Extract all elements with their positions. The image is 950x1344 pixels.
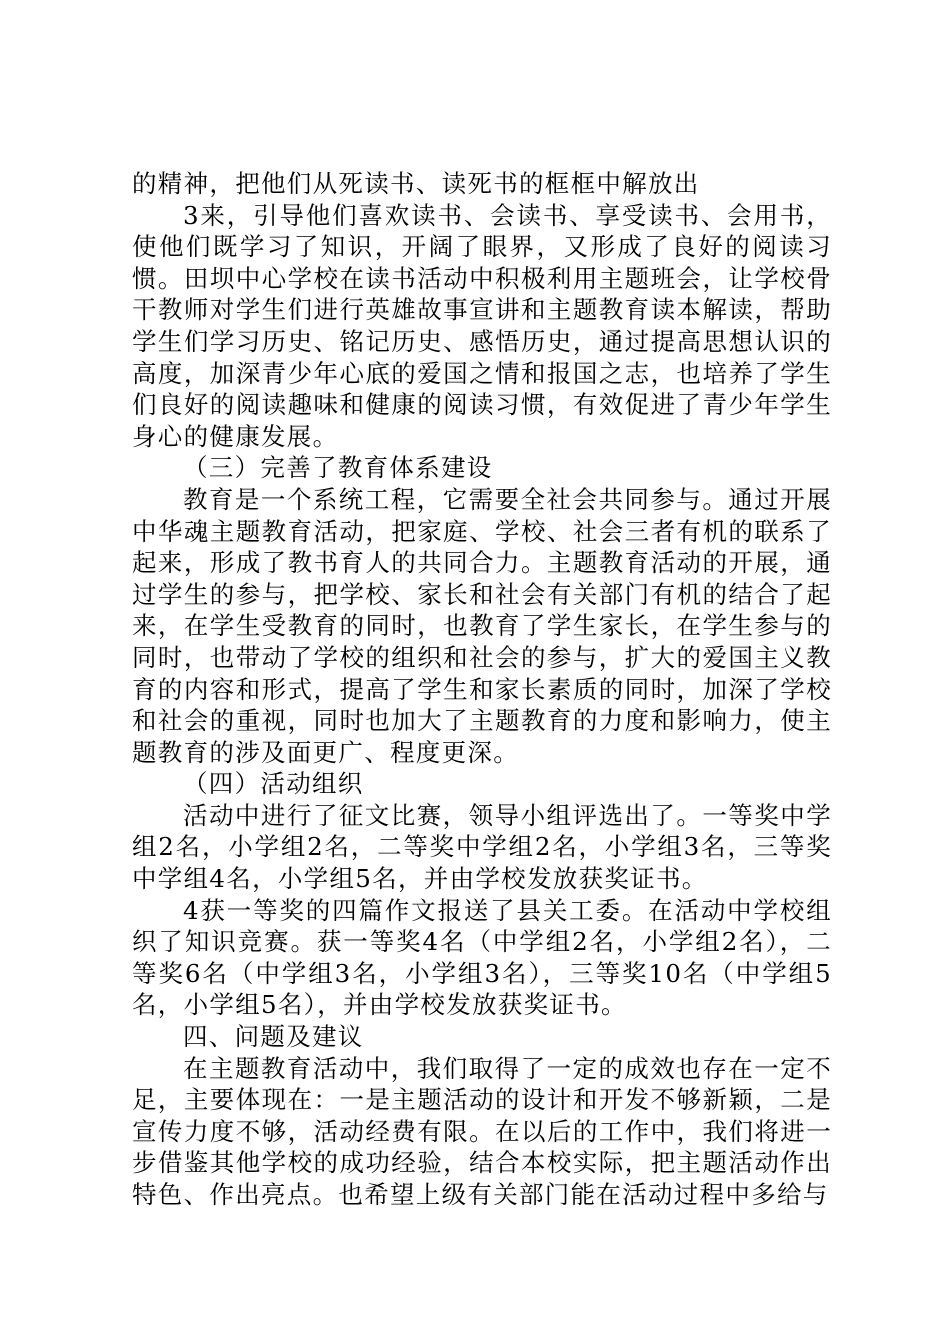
- paragraph-2: 3来，引导他们喜欢读书、会读书、享受读书、会用书，使他们既学习了知识，开阔了眼界，又形成了良好的阅读习惯。田坝中心学校在读书活动中积极利用主题班会，让学校骨干教师对学生们进行英雄故事宣讲和主题教育读本解读，帮助学生们学习历史、铭记历史、感悟历史，通过提高思想认识的高度，加深青少年心底的爱国之情和报国之志，也培养了学生们良好的阅读趣味和健康的阅读习惯，有效促进了青少年学生身心的健康发展。: [132, 200, 832, 451]
- section-heading-4: （四）活动组织: [183, 769, 364, 799]
- section-heading-3: （三）完善了教育体系建设: [183, 453, 493, 483]
- section-heading-problems: 四、问题及建议: [183, 1022, 364, 1052]
- paragraph-9: 在主题教育活动中，我们取得了一定的成效也存在一定不足，主要体现在：一是主题活动的设计和开发不够新颖，二是宣传力度不够，活动经费有限。在以后的工作中，我们将进一步借鉴其他学校的成功经验，结合本校实际，把主题活动作出特色、作出亮点。也希望上级有关部门能在活动过程中多给与: [132, 1053, 832, 1209]
- paragraph-4: 教育是一个系统工程，它需要全社会共同参与。通过开展中华魂主题教育活动，把家庭、学校、社会三者有机的联系了起来，形成了教书育人的共同合力。主题教育活动的开展，通过学生的参与，把学校、家长和社会有关部门有机的结合了起来，在学生受教育的同时，也教育了学生家长，在学生参与的同时，也带动了学校的组织和社会的参与，扩大的爱国主义教育的内容和形式，提高了学生和家长素质的同时，加深了学校和社会的重视，同时也加大了主题教育的力度和影响力，使主题教育的涉及面更广、程度更深。: [132, 484, 832, 767]
- paragraph-6: 活动中进行了征文比赛，领导小组评选出了。一等奖中学组2名，小学组2名，二等奖中学组2名，小学组3名，三等奖中学组4名，小学组5名，并由学校发放获奖证书。: [132, 800, 832, 894]
- document-body: [132, 168, 832, 1211]
- paragraph-1: 的精神，把他们从死读书、读死书的框框中解放出: [132, 169, 700, 198]
- paragraph-7: 4获一等奖的四篇作文报送了县关工委。在活动中学校组织了知识竞赛。获一等奖4名（中学组2名，小学组2名），二等奖6名（中学组3名，小学组3名），三等奖10名（中学组5名，小学组5名），并由学校发放获奖证书。: [132, 895, 832, 1020]
